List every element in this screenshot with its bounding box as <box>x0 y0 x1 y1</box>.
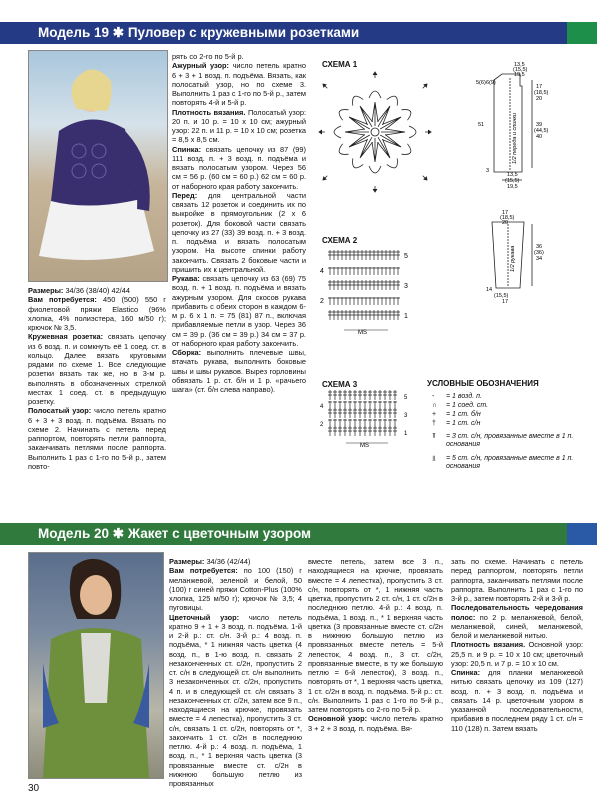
stitch-symbol <box>364 280 368 290</box>
stitch-symbol <box>384 250 388 260</box>
stitch-symbol <box>364 297 368 305</box>
header-color-strip <box>567 22 597 44</box>
stitch-symbol <box>363 390 367 400</box>
stitch-symbol <box>368 310 372 320</box>
stitch-symbol <box>363 426 367 436</box>
paragraph: Последовательность чередования полос: по 2 р. меланжевой, белой, меланжевой, синей, меланжевой, белой и меланжевой нитью. <box>451 603 583 640</box>
legend-text: = 1 возд. п. <box>446 393 482 400</box>
dimension-label: 6 <box>486 80 490 86</box>
model-20-column-1 <box>169 557 302 788</box>
stitch-symbol <box>328 310 332 320</box>
stitch-symbol <box>372 267 376 275</box>
stitch-symbol <box>332 250 336 260</box>
dimension-label: 20 <box>536 96 543 102</box>
paragraph: Вам потребуется: по 100 (150) г меланжевой, зеленой и белой, 50 (100) г синей пряжи Cotton-Plus (100% хлопка, 125 м/50 г); крючок № 3,5; 4 пуговицы. <box>169 566 303 613</box>
stitch-symbol <box>378 426 382 436</box>
dimension-label: (44,5) <box>534 128 549 134</box>
stitch-symbol <box>384 267 388 275</box>
row-number: 5 <box>404 395 408 401</box>
stitch-symbol <box>358 426 362 436</box>
row-number: 2 <box>320 422 324 428</box>
stitch-symbol <box>333 426 337 436</box>
stitch-symbol <box>363 419 367 427</box>
pattern-front-back-schematic <box>472 60 552 190</box>
stitch-symbol <box>333 401 337 409</box>
stitch-symbol <box>364 310 368 320</box>
stitch-symbol <box>353 401 357 409</box>
stitch-symbol <box>373 390 377 400</box>
rosette-petal <box>336 106 372 134</box>
stitch-symbol <box>343 401 347 409</box>
stitch-symbol <box>380 250 384 260</box>
legend-text: = 3 ст. с/н, провязанные вместе в 1 п. основания <box>446 433 574 448</box>
model-19-photo <box>28 50 168 282</box>
model-19-title: Модель 19 ✱ Пуловер с кружевными розетками <box>38 25 360 40</box>
legend-text: = 1 соед. ст. <box>446 402 489 409</box>
stitch-symbol <box>358 401 362 409</box>
stitch-symbol <box>358 408 362 418</box>
stitch-symbol <box>343 419 347 427</box>
join-arrow-icon <box>322 174 329 181</box>
page-number: 30 <box>28 783 40 794</box>
dimension-label: (15,5) <box>505 178 520 184</box>
scheme-1-rosette-diagram <box>315 70 435 195</box>
dimension-label: 5(6) <box>476 80 486 86</box>
paragraph: Полосатый узор: число петель кратно 6 + 3 + 3 возд. п. подъёма. Вязать по схеме 2. Начинать с петель перед раппортом, повторять петли раппорта, заканчивать петлями после раппорта. Выполнить 1 раз с 1-го по 5-й р., затем повто- <box>28 406 166 471</box>
woman-pullover-illustration <box>29 51 167 281</box>
stitch-symbol <box>376 280 380 290</box>
stitch-symbol <box>388 390 392 400</box>
stitch-symbol <box>348 401 352 409</box>
paragraph: Цветочный узор: число петель кратно 9 + 1 + 3 возд. п. подъёма. 1-й и 2-й р.: ст. с/н. 3-й р.: 4 возд. п. подъёма, * 1 нижняя часть цветка (4 возд. п., в 1-ю возд. п. связать 2 незаконченных ст. с/2н, пропустить 2 ст. с/н в следующей ст. с/н выполнить 3 незаконченных ст. с/2н, пропустить 4 п. и в следующей ст. с/н связать 3 незаконченных ст. с/2н, затем все 9 п., находящиеся на крючке, провязать вместе = 4 лепестка), пропустить 3 ст. с/н, связать 1 ст. с/2н, повторять от *, закончить 1 ст. с/2н в последнюю петлю. 4-й р.: 4 возд. п. подъёма, 1 возд. п., * 1 верхняя часть цветка (3 провязанные вместе ст. с/2н в нижнюю большую петлю из провязанных <box>169 612 303 788</box>
stitch-symbol <box>356 250 360 260</box>
model-20-title: Модель 20 ✱ Жакет с цветочным узором <box>38 526 312 541</box>
model-20-photo <box>28 552 164 779</box>
stitch-symbol <box>348 280 352 290</box>
stitch-symbol <box>328 250 332 260</box>
dimension-label: 3 <box>486 168 490 174</box>
stitch-symbol <box>380 280 384 290</box>
rosette-petal <box>377 106 413 134</box>
model-19-column-1 <box>28 286 166 471</box>
row-number: 5 <box>404 253 408 260</box>
stitch-symbol <box>363 401 367 409</box>
dimension-label: 13,5 <box>507 172 518 178</box>
stitch-symbol <box>353 419 357 427</box>
stitch-symbol <box>348 419 352 427</box>
rosette-petal <box>336 130 372 158</box>
stitch-symbol <box>333 408 337 418</box>
paragraph: Рукава: связать цепочку из 63 (69) 75 возд. п. + 1 возд. п. подъёма и вязать ажурным узором. Для скосов рукава прибавить с обеих сторон в каждом 6-м р. 6 х 1 п. = 75 (81) 87 п., включая прибавляемые петли в узор. Через 36 см = 39 р. (36 см = 39 р.) 34 см = 37 р. от наборного края работу закончить. <box>172 274 306 348</box>
stitch-symbol <box>373 408 377 418</box>
stitch-symbol <box>356 297 360 305</box>
dimension-label: (9) <box>489 80 496 86</box>
rosette-petal <box>369 138 381 173</box>
model-19-header <box>0 22 597 44</box>
dimension-label: 34 <box>536 256 543 262</box>
paragraph: Спинка: для планки меланжевой нитью связать цепочку из 109 (127) возд. п. + 3 возд. п. подъёма и связать 14 р. цветочным узором в указанной последовательности, прибавив в последнем ряду 1 ст. с/н = 110 (128) п. Затем вязать <box>451 668 583 733</box>
stitch-symbol <box>336 250 340 260</box>
row-number: 3 <box>404 413 408 419</box>
scheme-3-title: СХЕМА 3 <box>322 380 358 389</box>
stitch-symbol <box>383 419 387 427</box>
rosette-petal <box>373 134 401 170</box>
stitch-symbol <box>328 267 332 275</box>
paragraph: Размеры: 34/36 (42/44) <box>169 557 251 566</box>
stitch-symbol <box>393 390 397 400</box>
rosette-petal <box>369 91 381 126</box>
paragraph: зать по схеме. Начинать с петель перед раппортом, повторять петли раппорта, заканчивать петлями после раппорта. Выполнить 1 раз с 1-го по 3-й р., затем повторять 2-й и 3-й р. <box>451 557 583 603</box>
join-arrow-icon <box>421 83 428 90</box>
rosette-petal <box>377 130 413 158</box>
stitch-symbol <box>332 297 336 305</box>
row-number: 1 <box>404 313 408 320</box>
stitch-symbol <box>343 390 347 400</box>
pattern-vertical-label: 1/2 переда и спинки <box>512 112 518 164</box>
stitch-symbol <box>380 310 384 320</box>
stitch-symbol <box>338 426 342 436</box>
stitch-symbol <box>368 267 372 275</box>
rosette-petal <box>334 126 369 138</box>
paragraph: Кружевная розетка: связать цепочку из 6 возд. п. и сомкнуть её 1 соед. ст. в кольцо. Далее вязать круговыми рядами по схеме 1. Все следующие розетки вязать так же, но в 3-м р. выполнять в обозначенных стрелкой местах 1 соед. ст. в предыдущую розетку. <box>28 332 166 406</box>
stitch-symbol <box>332 267 336 275</box>
rosette-petal <box>349 93 377 129</box>
stitch-symbol <box>328 297 332 305</box>
stitch-symbol <box>344 310 348 320</box>
stitch-symbol <box>396 250 400 260</box>
stitch-symbol <box>396 280 400 290</box>
model-20-column-2 <box>308 557 443 733</box>
rosette-petal <box>373 93 401 129</box>
join-arrow-icon <box>319 130 325 134</box>
stitch-symbol <box>352 297 356 305</box>
stitch-symbol <box>368 280 372 290</box>
stitch-symbol <box>328 390 332 400</box>
stitch-symbol <box>356 267 360 275</box>
stitch-symbol <box>338 401 342 409</box>
dimension-label: (15,5) <box>494 293 509 299</box>
stitch-symbol <box>353 390 357 400</box>
stitch-symbol <box>372 250 376 260</box>
stitch-symbol <box>348 426 352 436</box>
stitch-symbol <box>376 250 380 260</box>
stitch-symbol <box>348 310 352 320</box>
row-number: 1 <box>404 431 408 437</box>
scheme-1-title: СХЕМА 1 <box>322 60 358 69</box>
stitch-symbol <box>364 267 368 275</box>
stitch-symbol <box>340 310 344 320</box>
row-number: 4 <box>320 404 324 410</box>
stitch-symbol <box>328 408 332 418</box>
stitch-symbol <box>363 408 367 418</box>
join-arrow-icon <box>373 186 377 192</box>
stitch-symbol <box>328 426 332 436</box>
paragraph: Плотность вязания. Полосатый узор: 20 п. и 10 р. = 10 х 10 см; ажурный узор: 22 п. и 11 р. = 10 х 10 см; розетка = 8,5 х 8,5 см. <box>172 107 306 145</box>
scheme-2-title: СХЕМА 2 <box>322 236 358 245</box>
woman-jacket-illustration <box>29 553 163 778</box>
row-number: 2 <box>320 298 324 305</box>
stitch-symbol <box>372 280 376 290</box>
stitch-symbol <box>333 419 337 427</box>
stitch-symbol <box>378 408 382 418</box>
stitch-symbol <box>358 419 362 427</box>
dimension-label: (36) <box>534 250 544 256</box>
stitch-symbol <box>383 408 387 418</box>
dimension-label: 20 <box>502 220 509 226</box>
legend-symbol: ⫫ <box>432 455 436 462</box>
rosette-petal <box>381 126 416 138</box>
stitch-symbol <box>340 267 344 275</box>
join-arrow-icon <box>322 83 329 90</box>
stitch-symbol <box>384 280 388 290</box>
stitch-symbol <box>332 280 336 290</box>
stitch-symbol <box>368 426 372 436</box>
stitch-symbol <box>393 426 397 436</box>
paragraph: рять со 2-го по 5-й р. <box>172 52 244 61</box>
stitch-symbol <box>372 310 376 320</box>
stitch-symbol <box>392 267 396 275</box>
stitch-symbol <box>396 310 400 320</box>
stitch-symbol <box>360 280 364 290</box>
stitch-symbol <box>368 408 372 418</box>
legend-item <box>432 455 582 471</box>
stitch-symbol <box>328 280 332 290</box>
stitch-symbol <box>352 250 356 260</box>
stitch-symbol <box>378 401 382 409</box>
stitch-symbol <box>353 426 357 436</box>
stitch-symbol <box>340 280 344 290</box>
pattern-vertical-label: 1/2 рукава <box>510 245 516 272</box>
legend-text: = 5 ст. с/н, провязанные вместе в 1 п. основания <box>446 455 574 470</box>
stitch-symbol <box>376 297 380 305</box>
legend-text: = 1 ст. с/н <box>446 420 481 427</box>
stitch-symbol <box>343 426 347 436</box>
dimension-label: 17 <box>502 299 509 305</box>
stitch-symbol <box>338 408 342 418</box>
stitch-symbol <box>388 280 392 290</box>
legend-item <box>432 393 582 401</box>
stitch-symbol <box>376 310 380 320</box>
row-number: 3 <box>404 283 408 290</box>
paragraph: Спинка: связать цепочку из 87 (99) 111 возд. п. + 3 возд. п. подъёма и вязать полосатым узором. Через 56 см = 56 р. (60 см = 60 р.) 62 см = 60 р. от наборного края работу закончить. <box>172 144 306 191</box>
stitch-symbol <box>336 297 340 305</box>
stitch-symbol <box>356 310 360 320</box>
model-20-column-3 <box>451 557 583 733</box>
stitch-symbol <box>378 419 382 427</box>
stitch-symbol <box>383 426 387 436</box>
stitch-symbol <box>348 390 352 400</box>
scheme-3-openwork-diagram <box>318 390 428 450</box>
legend-symbol: ∩ <box>432 402 438 409</box>
stitch-symbol <box>373 401 377 409</box>
stitch-symbol <box>388 419 392 427</box>
stitch-symbol <box>368 390 372 400</box>
paragraph: Вам потребуется: 450 (500) 550 г фиолетовой пряжи Elastico (96% хлопка, 4% полиэстера, 160 м/50 г); крючок № 3,5. <box>28 295 167 332</box>
stitch-symbol <box>340 250 344 260</box>
stitch-symbol <box>384 310 388 320</box>
join-arrow-icon <box>425 130 431 134</box>
stitch-symbol <box>353 408 357 418</box>
stitch-symbol <box>348 250 352 260</box>
stitch-symbol <box>352 267 356 275</box>
stitch-symbol <box>373 426 377 436</box>
stitch-symbol <box>388 401 392 409</box>
paragraph: вместе петель, затем все 3 п., находящиеся на крючке, провязать вместе = 4 лепестка), пропустить 3 ст. с/н, повторять от *, 1 нижняя часть цветка, пропустить 2 ст. с/н, 1 ст. с/2н в последнюю петлю. 4-й р.: 4 возд. п. подъёма, 1 возд. п., * 1 верхняя часть цветка (3 провязанные вместе ст. с/2н в нижнюю большую петлю из провязанных вместе петель = 5-й лепесток, 4 возд. п., 3 ст. с/2н, провязанные вместе, в ту же большую петлю = 6-й лепесток), 3 возд. п., повторять от *, 1 верхняя часть цветка, 1 ст. с/2н в возд. п. подъёма. 5-й р.: ст. с/н. Выполнить 1 раз с 1-го по 5-й р., затем повторять со 2-го по 5-й р. <box>308 557 443 714</box>
model-19-column-2 <box>172 52 306 394</box>
ms-label: MS <box>358 330 367 336</box>
legend-item <box>432 433 582 449</box>
join-arrow-icon <box>421 174 428 181</box>
stitch-symbol <box>352 310 356 320</box>
stitch-symbol <box>336 280 340 290</box>
stitch-symbol <box>388 250 392 260</box>
stitch-symbol <box>338 419 342 427</box>
join-arrow-icon <box>373 72 377 78</box>
dimension-label: 13,5 <box>514 62 525 68</box>
stitch-symbol <box>364 250 368 260</box>
stitch-symbol <box>344 280 348 290</box>
dimension-label: 39 <box>536 122 543 128</box>
stitch-symbol <box>360 297 364 305</box>
dimension-label: 36 <box>536 244 543 250</box>
stitch-symbol <box>338 390 342 400</box>
dimension-label: (18,5) <box>500 215 515 221</box>
legend-symbol: - <box>432 393 435 400</box>
scheme-2-stripe-diagram <box>318 246 428 338</box>
stitch-symbol <box>372 297 376 305</box>
legend-text: = 1 ст. б/н <box>446 411 481 418</box>
dimension-label: (18,5) <box>534 90 549 96</box>
stitch-symbol <box>388 408 392 418</box>
dimension-label: 51 <box>478 122 485 128</box>
stitch-symbol <box>348 267 352 275</box>
stitch-symbol <box>368 401 372 409</box>
stitch-symbol <box>340 297 344 305</box>
stitch-symbol <box>393 408 397 418</box>
header-color-strip <box>567 523 597 545</box>
stitch-symbol <box>373 419 377 427</box>
stitch-symbol <box>352 280 356 290</box>
legend-symbol: † <box>432 420 436 427</box>
legend-item <box>432 420 582 428</box>
dimension-label: 40 <box>536 134 543 140</box>
stitch-symbol <box>380 297 384 305</box>
row-number: 4 <box>320 268 324 275</box>
stitch-symbol <box>392 280 396 290</box>
stitch-symbol <box>393 419 397 427</box>
ms-label: MS <box>360 443 369 449</box>
legend-symbol: + <box>432 411 437 418</box>
model-20-header <box>0 523 597 545</box>
stitch-symbol <box>358 390 362 400</box>
paragraph: Сборка: выполнить плечевые швы, втачать рукава, выполнить боковые швы и швы рукавов. Вырез горловины обвязать 1 р. ст. б/н и 1 р. «рачьего шага» (ст. б/н слева направо). <box>172 348 306 394</box>
stitch-symbol <box>368 419 372 427</box>
dimension-label: (15,5) <box>513 67 528 73</box>
stitch-symbol <box>328 401 332 409</box>
stitch-symbol <box>360 310 364 320</box>
stitch-symbol <box>332 310 336 320</box>
legend-title: УСЛОВНЫЕ ОБОЗНАЧЕНИЯ <box>427 379 539 388</box>
legend-item <box>432 402 582 410</box>
paragraph: Перед: для центральной части связать 12 розеток и соединить их по выкройке в прямоугольник (2 х 6 розеток). Для боковой части связать цепочку из 27 (33) 39 возд. п. + 3 возд. п. подъёма и вязать полосатым узором. На высоте спинки работу закончить. Связать 2 боковые части и пришить их к центральной. <box>172 190 306 274</box>
stitch-symbol <box>396 267 400 275</box>
stitch-symbol <box>343 408 347 418</box>
stitch-symbol <box>388 426 392 436</box>
dimension-label: 17 <box>502 210 509 216</box>
stitch-symbol <box>388 267 392 275</box>
legend-symbol: ⫪ <box>432 433 436 440</box>
paragraph: Ажурный узор: число петель кратно 6 + 3 + 1 возд. п. подъёма. Вязать, как полосатый узор, но по схеме 3. Выполнить 1 раз с 1-го по 5-й р., затем повторять 4-й и 5-й р. <box>172 61 306 108</box>
stitch-symbol <box>392 297 396 305</box>
stitch-symbol <box>360 267 364 275</box>
stitch-symbol <box>348 408 352 418</box>
stitch-symbol <box>384 297 388 305</box>
stitch-symbol <box>344 267 348 275</box>
stitch-symbol <box>388 297 392 305</box>
paragraph: Размеры: 34/36 (38/40) 42/44 <box>28 286 130 295</box>
stitch-symbol <box>336 310 340 320</box>
stitch-symbol <box>336 267 340 275</box>
dimension-label: 19,5 <box>507 184 518 190</box>
stitch-symbol <box>393 401 397 409</box>
stitch-symbol <box>360 250 364 260</box>
stitch-symbol <box>368 297 372 305</box>
stitch-symbol <box>344 297 348 305</box>
rosette-petal <box>349 134 377 170</box>
dimension-label: 19,5 <box>514 72 525 78</box>
stitch-symbol <box>368 250 372 260</box>
stitch-symbol <box>388 310 392 320</box>
stitch-symbol <box>380 267 384 275</box>
pattern-sleeve-schematic <box>472 210 552 305</box>
dimension-label: 14 <box>486 287 493 293</box>
paragraph: Основной узор: число петель кратно 3 + 2 + 3 возд. п. подъёма. Вя- <box>308 714 443 733</box>
stitch-symbol <box>344 250 348 260</box>
stitch-symbol <box>333 390 337 400</box>
stitch-symbol <box>328 419 332 427</box>
dimension-label: 17 <box>536 84 543 90</box>
legend-item <box>432 411 582 419</box>
stitch-symbol <box>378 390 382 400</box>
stitch-symbol <box>383 401 387 409</box>
stitch-symbol <box>396 297 400 305</box>
stitch-symbol <box>376 267 380 275</box>
stitch-symbol <box>383 390 387 400</box>
stitch-symbol <box>392 310 396 320</box>
stitch-symbol <box>356 280 360 290</box>
stitch-symbol <box>392 250 396 260</box>
paragraph: Плотность вязания. Основной узор: 25,5 п. и 9 р. = 10 х 10 см; цветочный узор: 20,5 п. и 7 р. = 10 х 10 см. <box>451 640 583 668</box>
stitch-symbol <box>348 297 352 305</box>
